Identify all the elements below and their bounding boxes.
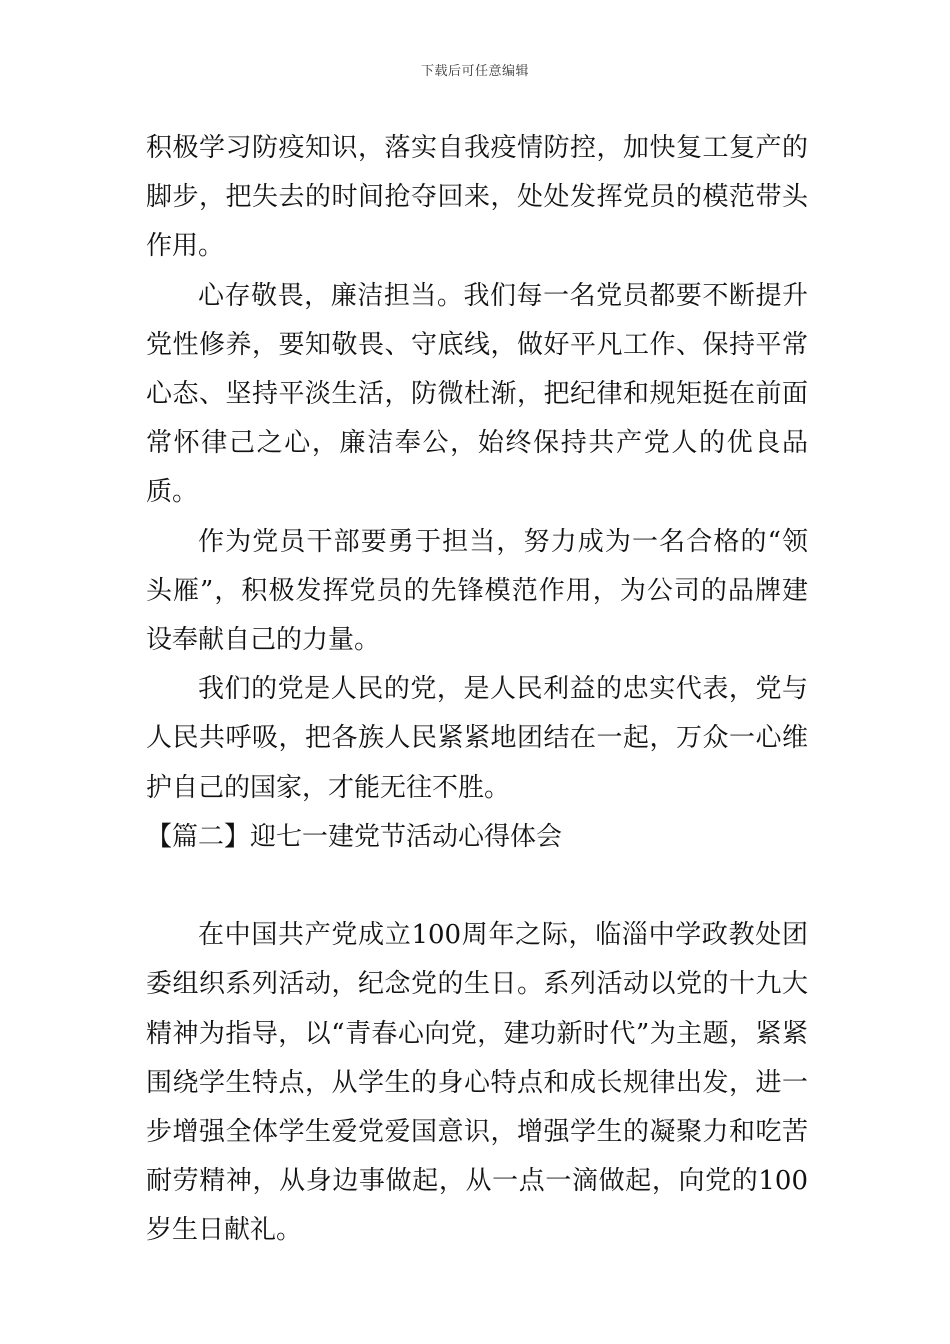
- paragraph-2: 心存敬畏，廉洁担当。我们每一名党员都要不断提升党性修养，要知敬畏、守底线，做好平凡工作、保持平常心态、坚持平淡生活，防微杜渐，把纪律和规矩挺在前面常怀律己之心，廉洁奉公，始终保持共产党人的优良品质。: [146, 280, 808, 508]
- paragraph-1: 积极学习防疫知识，落实自我疫情防控，加快复工复产的脚步，把失去的时间抢夺回来，处处发挥党员的模范带头作用。: [146, 133, 808, 262]
- section-paragraph: 在中国共产党成立100周年之际，临淄中学政教处团委组织系列活动，纪念党的生日。系列活动以党的十九大精神为指导，以“青春心向党，建功新时代”为主题，紧紧围绕学生特点，从学生的身心特点和成长规律出发，进一步增强全体学生爱党爱国意识，增强学生的凝聚力和吃苦耐劳精神，从身边事做起，从一点一滴做起，向党的100岁生日献礼。: [146, 920, 808, 1246]
- paragraph-4: 我们的党是人民的党，是人民利益的忠实代表，党与人民共呼吸，把各族人民紧紧地团结在一起，万众一心维护自己的国家，才能无往不胜。: [146, 674, 808, 803]
- document-body: [146, 124, 808, 1256]
- paragraph-3: 作为党员干部要勇于担当，努力成为一名合格的“领头雁”，积极发挥党员的先锋模范作用，为公司的品牌建设奉献自己的力量。: [146, 526, 808, 656]
- section-heading: 【篇二】迎七一建党节活动心得体会: [146, 821, 563, 852]
- page-header: 下载后可任意编辑: [420, 64, 529, 79]
- blank-line: [146, 862, 808, 911]
